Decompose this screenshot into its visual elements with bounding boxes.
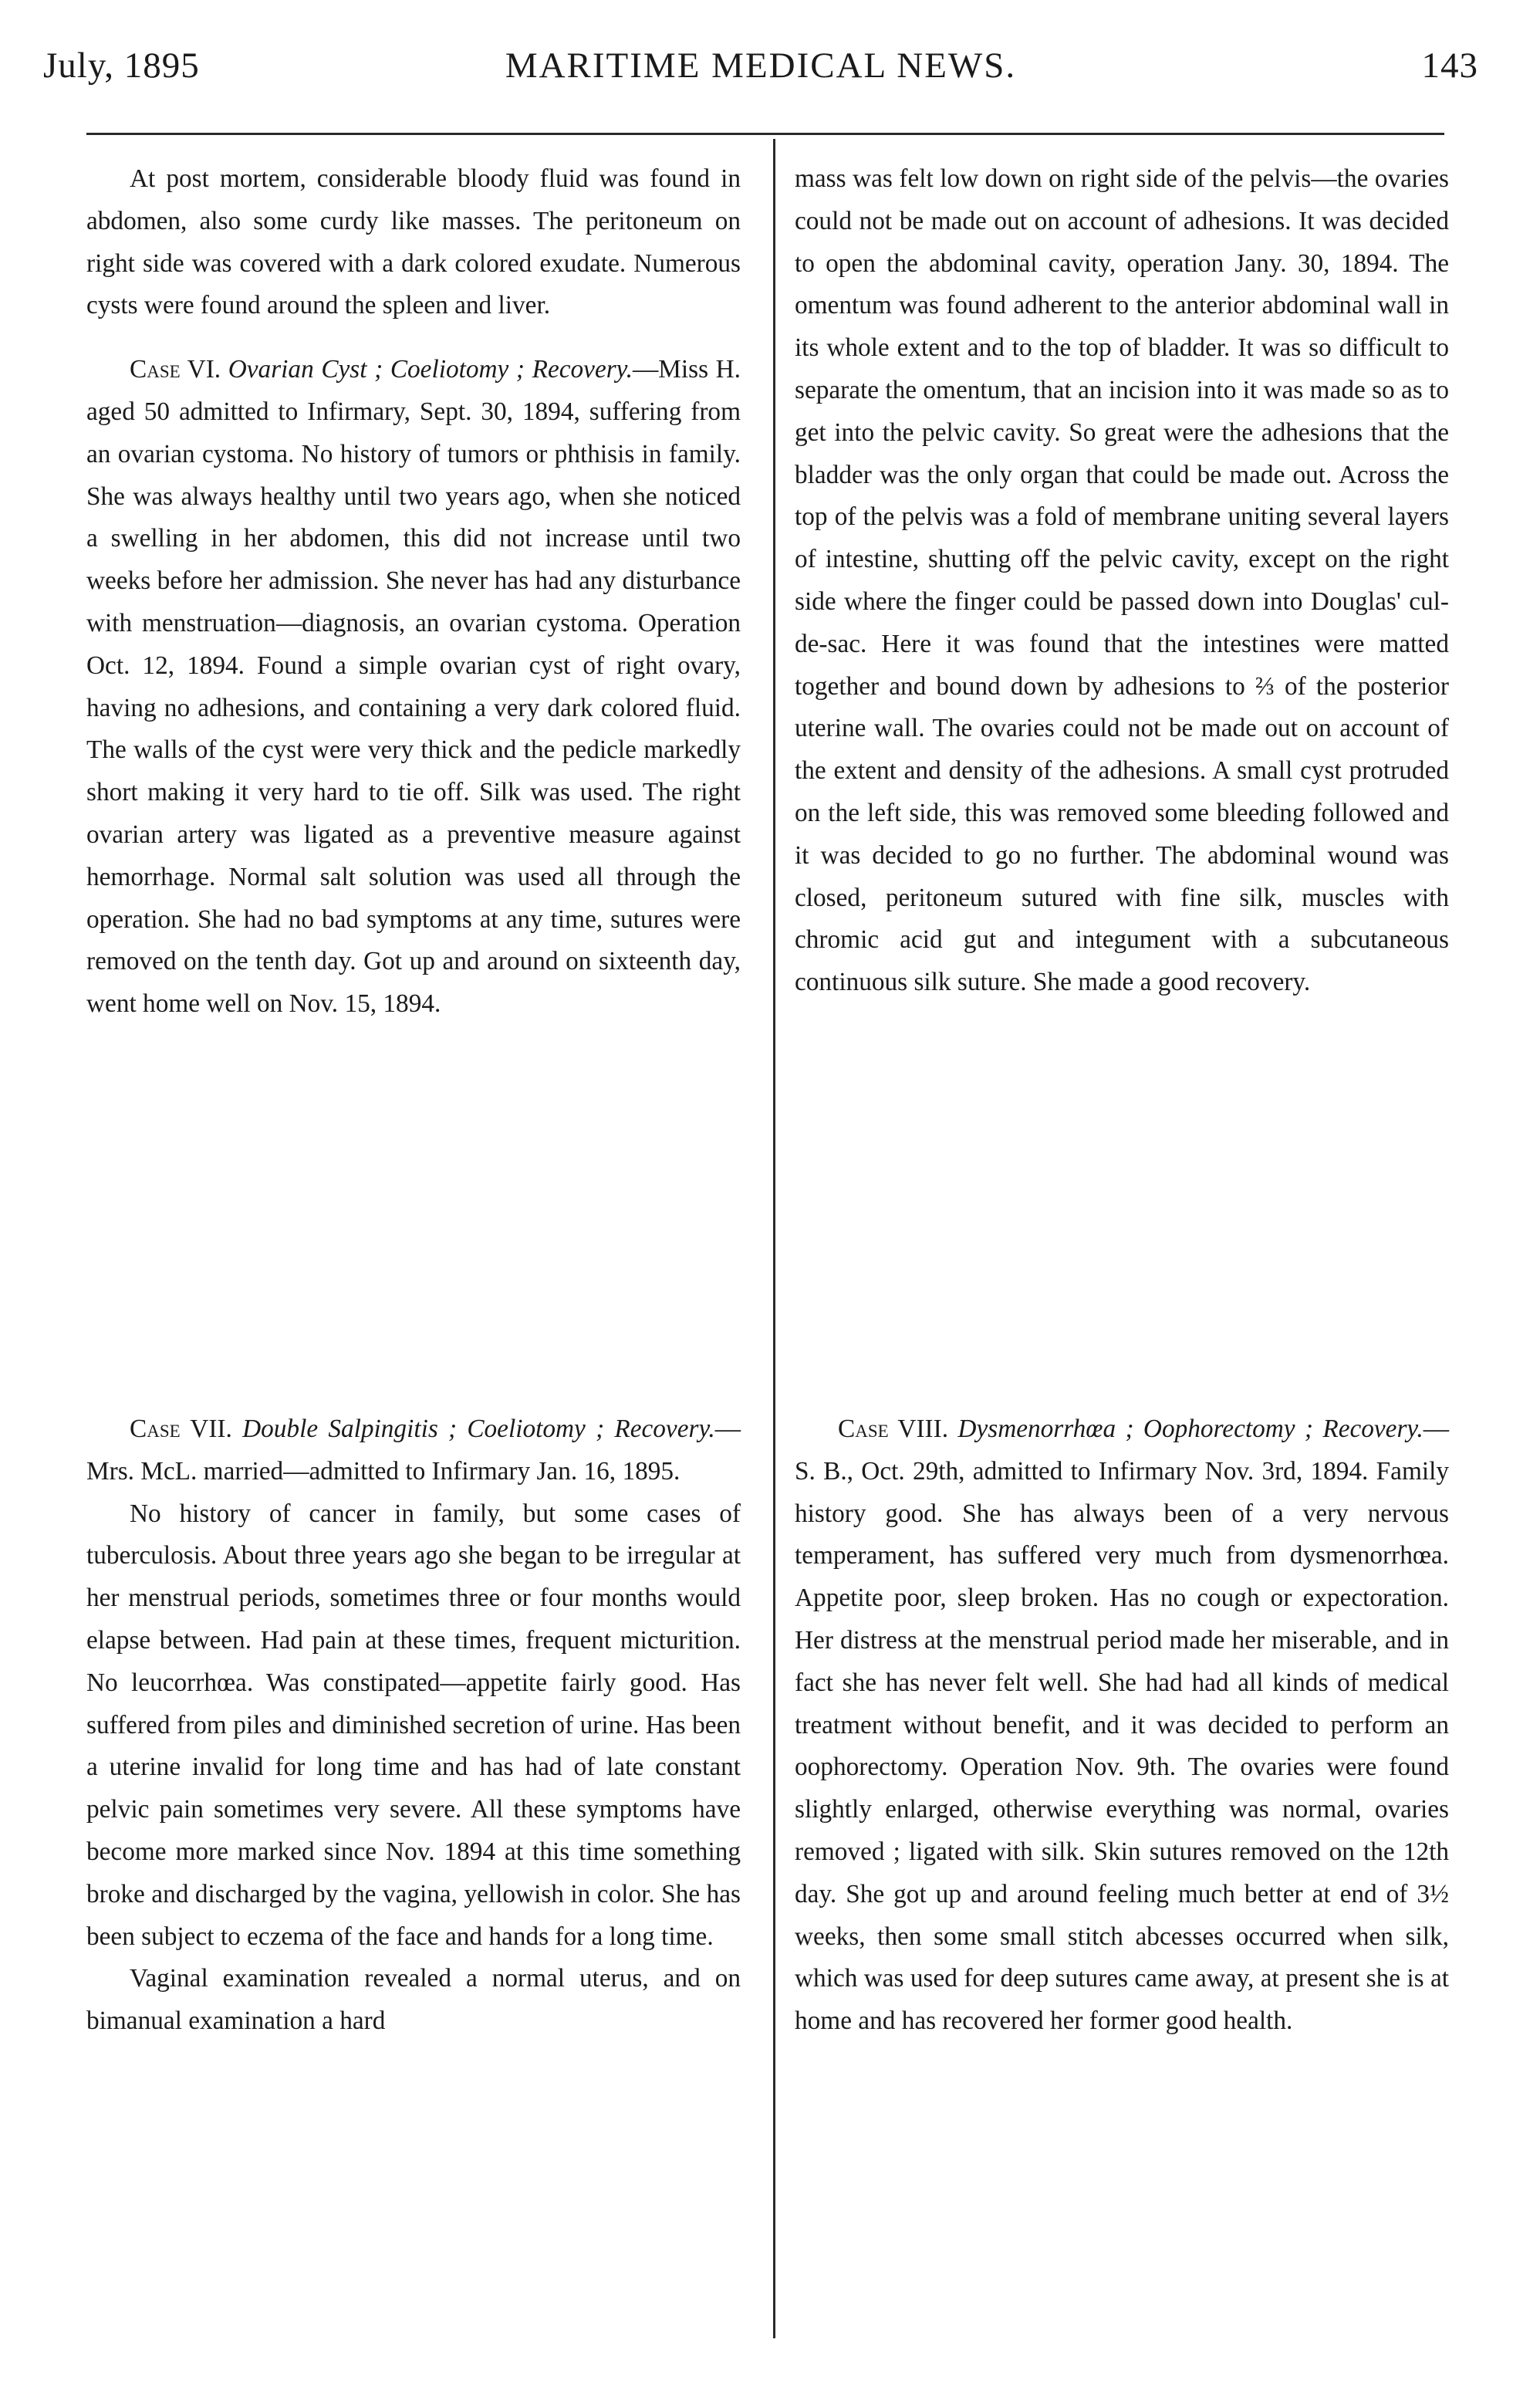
case-6-title: Ovarian Cyst ; Coeliotomy ; Recovery. [228, 355, 633, 384]
column-divider [773, 139, 775, 2338]
case-8-paragraph [795, 1408, 1449, 2043]
left-column-top [86, 158, 741, 1026]
case-7-title: Double Salpingitis ; Coeliotomy ; Recovery. [242, 1415, 715, 1443]
case-7-exam-paragraph: Vaginal examination revealed a normal uterus, and on bimanual examination a hard [86, 1964, 741, 2036]
case-7-continuation-paragraph: mass was felt low down on right side of the pelvis—the ovaries could not be made out on account of adhesions. It was decided to open the abdominal cavity, operation Jany. 30, 1894. The omentum was found adherent to the anterior abdominal wall in its whole extent and to the top of bladder. It was so difficult to separate the omentum, that an incision into it was made so as to get into the pelvic cavity. So great were the adhesions that the bladder was the only organ that could be made out. Across the top of the pelvis was a fold of membrane uniting several layers of intestine, shutting off the pelvic cavity, except on the right side where the finger could be passed down into Douglas' cul-de-sac. Here it was found that the intestines were matted together and bound down by adhesions to ⅔ of the posterior uterine wall. The ovaries could not be made out on account of the extent and density of the adhesions. A small cyst protruded on the left side, this was removed some bleeding followed and it was decided to go no further. The abdominal wound was closed, peritoneum sutured with fine silk, muscles with chromic acid gut and integument with a subcutaneous continuous silk suture. She made a good recovery. [795, 164, 1449, 997]
page-header [43, 45, 1478, 106]
post-mortem-paragraph: At post mortem, considerable bloody fluid was found in abdomen, also some curdy like masses. The peritoneum on right side was covered with a dark colored exudate. Numerous cysts were found around the spleen and liver. [86, 164, 741, 320]
case-6-label: Case VI. [130, 355, 221, 384]
case-8-title: Dysmenorrhœa ; Oophorectomy ; Recovery. [957, 1415, 1423, 1443]
case-7-history-paragraph: No history of cancer in family, but some cases of tuberculosis. About three years ago she began to be irregular at her menstrual periods, sometimes three or four months would elapse between. Had pain at these times, frequent micturition. No leucorrhœa. Was constipated—appetite fairly good. Has suffered from piles and diminished secretion of urine. Has been a uterine invalid for long time and has had of late constant pelvic pain sometimes very severe. All these symptoms have become more marked since Nov. 1894 at this time something broke and discharged by the vagina, yellowish in color. She has been subject to eczema of the face and hands for a long time. [86, 1499, 741, 1951]
page-number: 143 [1421, 46, 1478, 86]
right-column-bottom [795, 1408, 1449, 2043]
journal-title: MARITIME MEDICAL NEWS. [505, 46, 1017, 86]
case-6-paragraph [86, 349, 741, 1026]
case-7-label: Case VII. [130, 1415, 232, 1443]
issue-date: July, 1895 [43, 46, 200, 86]
header-rule [86, 133, 1444, 135]
case-6-text: —Miss H. aged 50 admitted to Infirmary, Sept. 30, 1894, suffering from an ovarian cystoma. No history of tumors or phthisis in family. She was always healthy until two years ago, when she noticed a swelling in her abdomen, this did not increase until two weeks before her admission. She never has had any disturbance with menstruation—diagnosis, an ovarian cystoma. Operation Oct. 12, 1894. Found a simple ovarian cyst of right ovary, having no adhesions, and containing a very dark colored fluid. The walls of the cyst were very thick and the pedicle markedly short making it very hard to tie off. Silk was used. The right ovarian artery was ligated as a preventive measure against hemorrhage. Normal salt solution was used all through the operation. She had no bad symptoms at any time, sutures were removed on the tenth day. Got up and around on sixteenth day, went home well on Nov. 15, 1894. [86, 355, 741, 1019]
case-7-text: —Mrs. McL. married—admitted to Infirmary Jan. 16, 1895. [86, 1415, 741, 1486]
case-7-paragraph [86, 1408, 741, 1493]
left-column-bottom [86, 1408, 741, 2043]
case-8-text: —S. B., Oct. 29th, admitted to Infirmary Nov. 3rd, 1894. Family history good. She has always been of a very nervous temperament, has suffered very much from dysmenorrhœa. Appetite poor, sleep broken. Has no cough or expectoration. Her distress at the menstrual period made her miserable, and in fact she has never felt well. She had had all kinds of medical treatment without benefit, and it was decided to perform an oophorectomy. Operation Nov. 9th. The ovaries were found slightly enlarged, otherwise everything was normal, ovaries removed ; ligated with silk. Skin sutures removed on the 12th day. She got up and around feeling much better at end of 3½ weeks, then some small stitch abcesses occurred when silk, which was used for deep sutures came away, at present she is at home and has recovered her former good health. [795, 1415, 1449, 2036]
right-column-top [795, 158, 1449, 1004]
case-8-label: Case VIII. [838, 1415, 949, 1443]
